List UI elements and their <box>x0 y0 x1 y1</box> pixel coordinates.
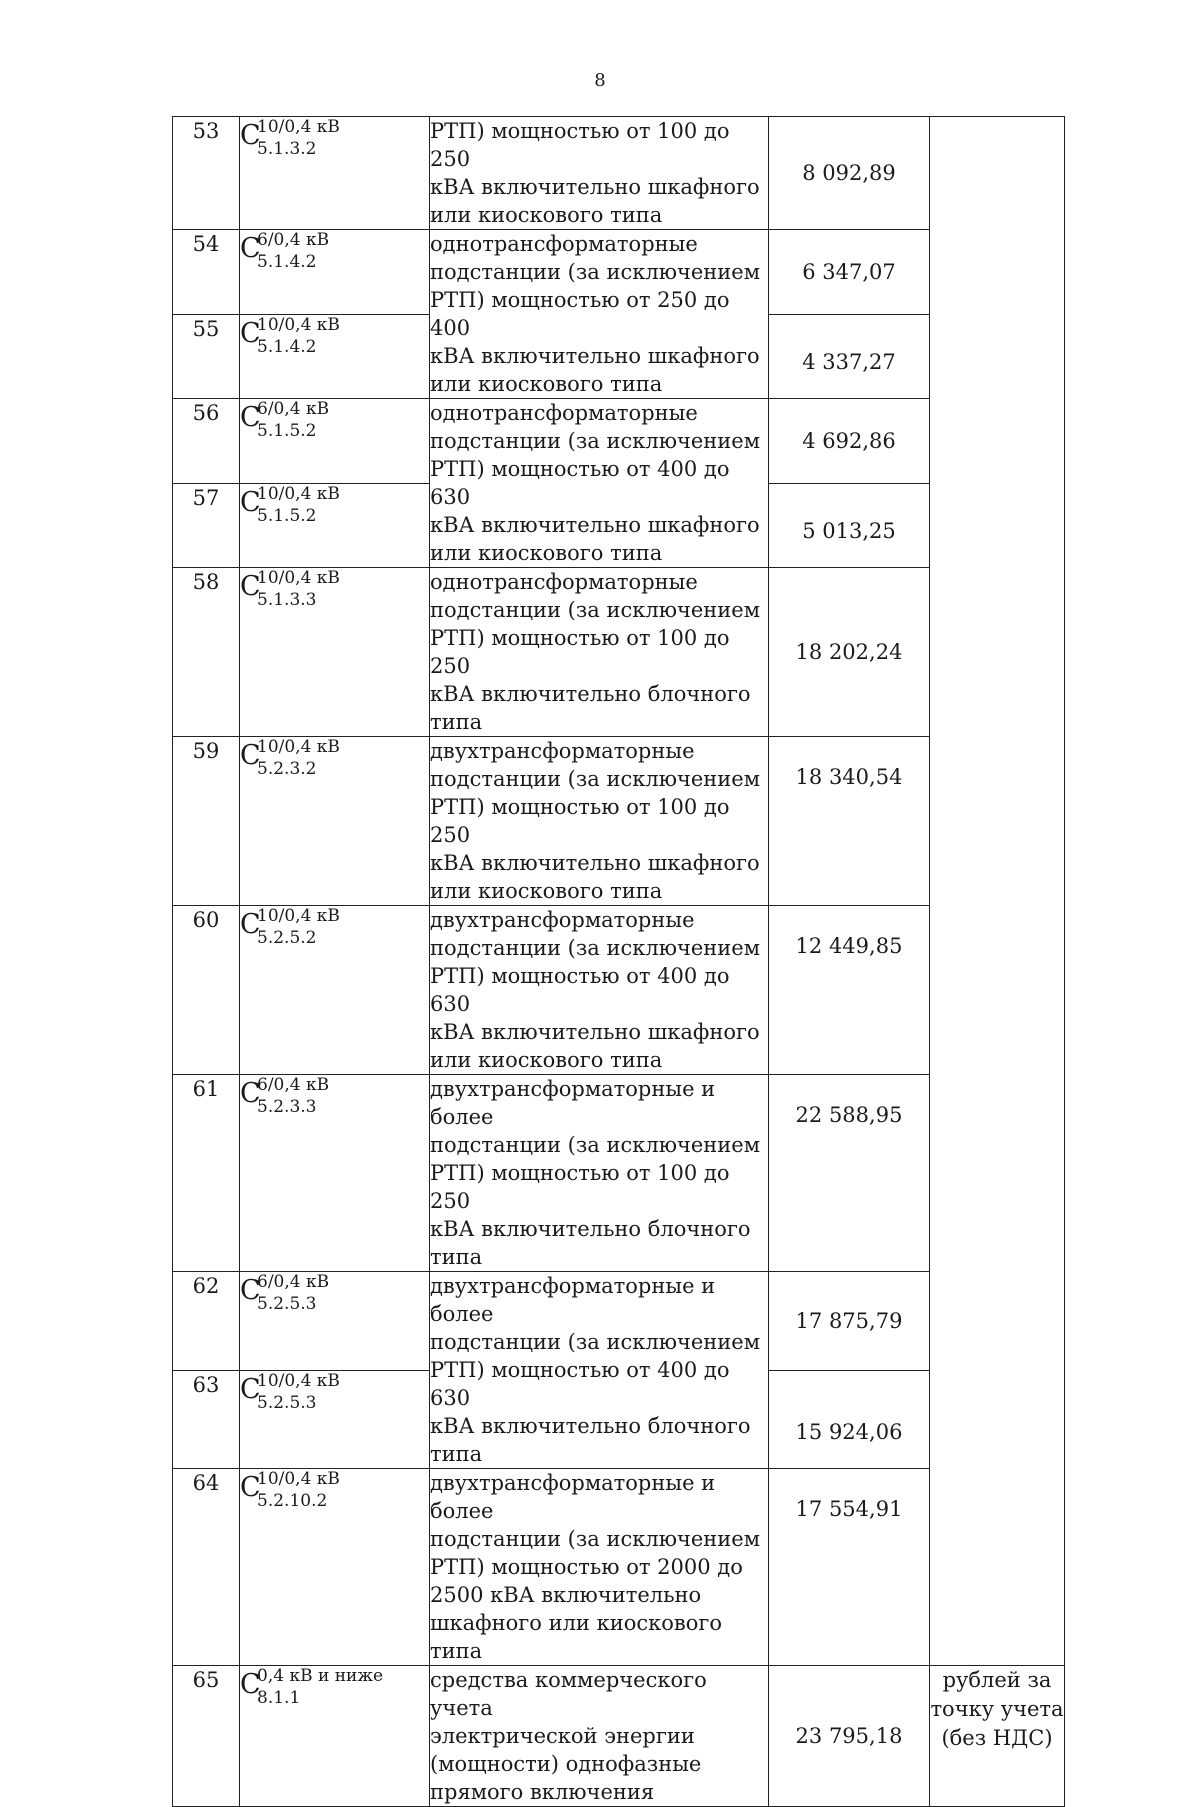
rate-code-cell <box>240 906 430 1075</box>
description-line: типа <box>430 1245 483 1269</box>
row-number: 56 <box>173 399 240 484</box>
description-line: или киоскового типа <box>430 372 663 396</box>
rate-code <box>240 484 410 528</box>
description-cell <box>430 1075 769 1272</box>
rate-index: 5.2.5.3 <box>257 1392 317 1413</box>
description-line: (мощности) однофазные <box>430 1752 702 1776</box>
description-line: РТП) мощностью от 100 до 250 <box>430 119 730 171</box>
description-line: РТП) мощностью от 100 до 250 <box>430 1161 730 1213</box>
row-number: 63 <box>173 1370 240 1469</box>
price-value: 18 340,54 <box>769 737 930 906</box>
rate-voltage: 0,4 кВ и ниже <box>257 1666 384 1686</box>
price-value: 17 554,91 <box>769 1469 930 1666</box>
description-cell <box>430 1272 769 1469</box>
price-value: 5 013,25 <box>769 483 930 568</box>
rate-code <box>240 399 410 443</box>
tariff-table <box>172 116 1065 1807</box>
rate-letter: С <box>240 120 261 151</box>
table-row <box>173 1666 1065 1807</box>
description-line: подстанции (за исключением <box>430 260 761 284</box>
price-value: 4 337,27 <box>769 314 930 399</box>
description-line: подстанции (за исключением <box>430 1330 761 1354</box>
description-line: или киоскового типа <box>430 1048 663 1072</box>
rate-voltage: 10/0,4 кВ <box>257 314 340 335</box>
description-line: РТП) мощностью от 100 до 250 <box>430 795 730 847</box>
description-line: кВА включительно блочного <box>430 1414 751 1438</box>
rate-code-cell <box>240 399 430 484</box>
description-line: шкафного или киоскового типа <box>430 1611 722 1663</box>
description-line: подстанции (за исключением <box>430 1527 761 1551</box>
description-line: двухтрансформаторные и более <box>430 1471 716 1523</box>
rate-index: 5.2.5.2 <box>257 928 317 948</box>
rate-index: 5.1.5.2 <box>257 421 317 441</box>
rate-code-cell <box>240 1469 430 1666</box>
rate-index: 5.1.5.2 <box>257 505 317 526</box>
description-line: или киоскового типа <box>430 541 663 565</box>
description-line: двухтрансформаторные и более <box>430 1077 716 1129</box>
rate-index: 5.2.3.3 <box>257 1097 317 1117</box>
description-line: прямого включения <box>430 1780 655 1804</box>
row-number: 58 <box>173 568 240 737</box>
description-line: кВА включительно блочного <box>430 682 751 706</box>
row-number: 60 <box>173 906 240 1075</box>
description-line: 2500 кВА включительно <box>430 1583 702 1607</box>
row-number: 54 <box>173 230 240 315</box>
rate-voltage: 10/0,4 кВ <box>257 737 340 757</box>
table-row <box>173 117 1065 230</box>
description-line: подстанции (за исключением <box>430 1133 761 1157</box>
description-line: РТП) мощностью от 400 до 630 <box>430 1358 730 1410</box>
unit-note-line: рублей за <box>942 1668 1052 1692</box>
rate-code-cell <box>240 230 430 315</box>
rate-voltage: 10/0,4 кВ <box>257 906 340 926</box>
rate-index: 5.2.10.2 <box>257 1491 328 1511</box>
description-line: однотрансформаторные <box>430 232 698 256</box>
rate-code <box>240 1075 410 1119</box>
rate-voltage: 6/0,4 кВ <box>257 399 330 419</box>
rate-code <box>240 1666 410 1710</box>
price-value: 23 795,18 <box>769 1666 930 1807</box>
description-cell <box>430 230 769 399</box>
description-cell <box>430 117 769 230</box>
description-line: средства коммерческого учета <box>430 1668 707 1720</box>
price-value: 12 449,85 <box>769 906 930 1075</box>
price-value: 4 692,86 <box>769 399 930 484</box>
description-line: типа <box>430 710 483 734</box>
description-line: или киоскового типа <box>430 879 663 903</box>
rate-letter: С <box>240 909 261 940</box>
row-number: 53 <box>173 117 240 230</box>
description-line: кВА включительно шкафного <box>430 175 760 199</box>
rate-voltage: 10/0,4 кВ <box>257 117 340 137</box>
unit-note-line: (без НДС) <box>941 1726 1053 1750</box>
price-value: 15 924,06 <box>769 1370 930 1469</box>
rate-letter: С <box>240 1669 261 1700</box>
description-line: РТП) мощностью от 250 до 400 <box>430 288 730 340</box>
description-line: подстанции (за исключением <box>430 429 761 453</box>
rate-index: 8.1.1 <box>257 1688 301 1708</box>
description-line: РТП) мощностью от 2000 до <box>430 1555 743 1579</box>
row-number: 62 <box>173 1272 240 1371</box>
rate-letter: С <box>240 486 261 518</box>
rate-code-cell <box>240 737 430 906</box>
description-line: двухтрансформаторные <box>430 739 695 763</box>
description-line: РТП) мощностью от 100 до 250 <box>430 626 730 678</box>
rate-code <box>240 737 410 781</box>
description-cell <box>430 737 769 906</box>
row-number: 64 <box>173 1469 240 1666</box>
description-line: РТП) мощностью от 400 до 630 <box>430 457 730 509</box>
rate-index: 5.2.3.2 <box>257 759 317 779</box>
description-line: однотрансформаторные <box>430 570 698 594</box>
page-number: 8 <box>594 70 606 91</box>
rate-voltage: 10/0,4 кВ <box>257 483 340 504</box>
description-cell <box>430 1666 769 1807</box>
rate-letter: С <box>240 571 261 602</box>
rate-index: 5.1.3.2 <box>257 139 317 159</box>
description-line: кВА включительно шкафного <box>430 344 760 368</box>
description-line: кВА включительно шкафного <box>430 851 760 875</box>
price-value: 6 347,07 <box>769 230 930 315</box>
description-line: подстанции (за исключением <box>430 936 761 960</box>
rate-letter: С <box>240 1275 261 1306</box>
rate-code <box>240 117 410 161</box>
rate-letter: С <box>240 1472 261 1503</box>
price-value: 22 588,95 <box>769 1075 930 1272</box>
description-cell <box>430 568 769 737</box>
description-cell <box>430 906 769 1075</box>
rate-code <box>240 906 410 950</box>
description-line: подстанции (за исключением <box>430 598 761 622</box>
rate-code-cell <box>240 117 430 230</box>
description-line: кВА включительно шкафного <box>430 513 760 537</box>
rate-voltage: 6/0,4 кВ <box>257 1272 330 1292</box>
unit-note <box>930 1666 1065 1807</box>
price-value: 8 092,89 <box>769 117 930 230</box>
description-line: однотрансформаторные <box>430 401 698 425</box>
rate-index: 5.1.4.2 <box>257 336 317 357</box>
rate-voltage: 10/0,4 кВ <box>257 568 340 588</box>
description-line: РТП) мощностью от 400 до 630 <box>430 964 730 1016</box>
row-number: 59 <box>173 737 240 906</box>
price-value: 17 875,79 <box>769 1272 930 1371</box>
rate-code <box>240 1469 410 1513</box>
rate-code-cell <box>240 483 430 568</box>
rate-code-cell <box>240 1075 430 1272</box>
rate-code <box>240 1371 410 1415</box>
rate-letter: С <box>240 1078 261 1109</box>
rate-code <box>240 568 410 612</box>
rate-code-cell <box>240 568 430 737</box>
rate-letter: С <box>240 740 261 771</box>
rate-letter: С <box>240 1373 261 1405</box>
rate-code-cell <box>240 314 430 399</box>
unit-cell-empty <box>930 117 1065 1666</box>
rate-voltage: 10/0,4 кВ <box>257 1469 340 1489</box>
rate-index: 5.1.4.2 <box>257 252 317 272</box>
description-line: двухтрансформаторные и более <box>430 1274 716 1326</box>
rate-code-cell <box>240 1666 430 1807</box>
rate-code <box>240 315 410 359</box>
row-number: 65 <box>173 1666 240 1807</box>
rate-voltage: 6/0,4 кВ <box>257 230 330 250</box>
rate-voltage: 6/0,4 кВ <box>257 1075 330 1095</box>
description-cell <box>430 1469 769 1666</box>
description-cell <box>430 399 769 568</box>
rate-code-cell <box>240 1370 430 1469</box>
rate-code-cell <box>240 1272 430 1371</box>
description-line: электрической энергии <box>430 1724 695 1748</box>
description-line: кВА включительно шкафного <box>430 1020 760 1044</box>
description-line: или киоскового типа <box>430 203 663 227</box>
rate-code <box>240 1272 410 1316</box>
rate-code <box>240 230 410 274</box>
row-number: 61 <box>173 1075 240 1272</box>
rate-letter: С <box>240 402 261 433</box>
row-number: 57 <box>173 483 240 568</box>
description-line: типа <box>430 1442 483 1466</box>
description-line: подстанции (за исключением <box>430 767 761 791</box>
description-line: кВА включительно блочного <box>430 1217 751 1241</box>
rate-voltage: 10/0,4 кВ <box>257 1370 340 1391</box>
rate-index: 5.2.5.3 <box>257 1294 317 1314</box>
row-number: 55 <box>173 314 240 399</box>
description-line: двухтрансформаторные <box>430 908 695 932</box>
rate-index: 5.1.3.3 <box>257 590 317 610</box>
unit-note-line: точку учета <box>930 1697 1064 1721</box>
rate-letter: С <box>240 317 261 349</box>
rate-letter: С <box>240 233 261 264</box>
price-value: 18 202,24 <box>769 568 930 737</box>
